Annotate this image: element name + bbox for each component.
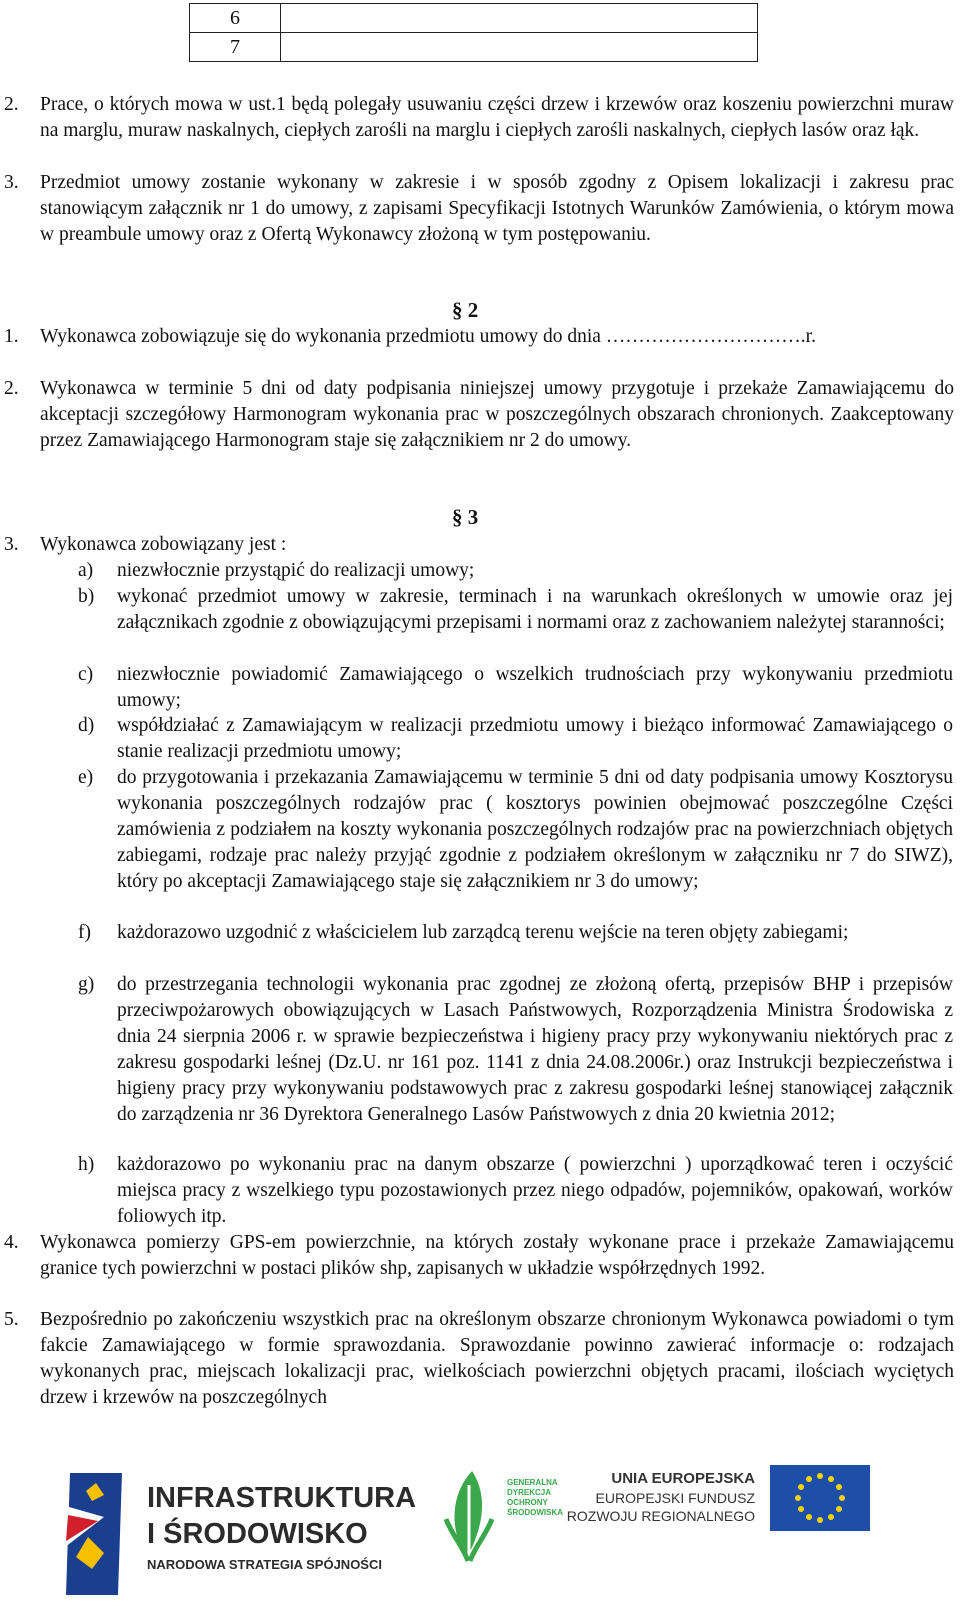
section-heading-3: § 3 — [452, 505, 479, 529]
paragraph-text: Wykonawca pomierzy GPS-em powierzchnie, na których zostały wykonane prace i przekaże Zamawiającemu granice tych powierzchni w postaci plików shp, zapisanych w układzie współrzędnych 1992. — [40, 1232, 954, 1279]
gdos-line4: ŚRODOWISKA — [507, 1508, 563, 1517]
list-item-label: f) — [78, 922, 91, 943]
list-item-text: do przestrzegania technologii wykonania prac zgodnej ze złożoną ofertą, przepisów BHP i przepisów przeciwpożarowych obowiązujących w Lasach Państwowych, Rozporządzenia Ministra Środowiska z dnia 24 sierpnia 2006 r. w sprawie bezpieczeństwa i higieny pracy przy wykonywaniu niektórych prac z zakresu gospodarki leśnej (Dz.U. nr 161 poz. 1141 z dnia 24.08.2006r.) oraz Instrukcji bezpieczeństwa i higieny pracy przy wykonywaniu podstawowych prac z zakresu gospodarki leśnej stanowiącej załącznik do zarządzenia nr 36 Dyrektora Generalnego Lasów Państwowych z dnia 20 kwietnia 2012; — [117, 974, 953, 1126]
paragraph-number: 4. — [4, 1232, 19, 1253]
list-item-label: g) — [78, 974, 95, 995]
is-logo-line3: NARODOWA STRATEGIA SPÓJNOŚCI — [147, 1557, 382, 1572]
paragraph-number: 2. — [4, 378, 19, 399]
table-cell-number: 7 — [190, 33, 281, 62]
paragraph-2 — [4, 92, 954, 144]
section3-paragraph-4 — [4, 1230, 954, 1282]
paragraph-text: Bezpośrednio po zakończeniu wszystkich prac na określonym obszarze chronionym Wykonawca powiadomi o tym fakcie Zamawiającego w formie sprawozdania. Sprawozdanie powinno zawierać informacje o: rodzajach wykonanych prac, miejscach lokalizacji prac, wielkościach powierzchni objętych pracami, ilościach wyciętych drzew i krzewów na poszczególnych — [40, 1309, 954, 1408]
list-item-text: niezwłocznie przystąpić do realizacji umowy; — [117, 560, 475, 581]
section-heading-2: § 2 — [452, 298, 479, 322]
paragraph-number: 3. — [4, 534, 19, 555]
paragraph-text: Przedmiot umowy zostanie wykonany w zakresie i w sposób zgodny z Opisem lokalizacji i zakresu prac stanowiącym załącznik nr 1 do umowy, z zapisami Specyfikacji Istotnych Warunków Zamówienia, o którym mowa w preambule umowy oraz z Ofertą Wykonawcy złożoną w tym postępowaniu. — [40, 172, 954, 245]
paragraph-number: 5. — [4, 1309, 19, 1330]
eu-flag-icon — [770, 1465, 870, 1531]
table-row — [190, 4, 758, 33]
list-item-label: a) — [78, 560, 94, 581]
section2-paragraph-2 — [4, 376, 954, 454]
table-cell-empty — [281, 4, 758, 33]
is-logo-line1: INFRASTRUKTURA — [147, 1482, 417, 1514]
infrastruktura-emblem-icon — [60, 1473, 122, 1595]
list-item-c — [78, 662, 953, 714]
list-item-label: e) — [78, 767, 94, 788]
list-item-a — [78, 558, 953, 584]
table-row — [190, 33, 758, 62]
gdos-line3: OCHRONY — [507, 1498, 548, 1507]
paragraph-text: Prace, o których mowa w ust.1 będą polegały usuwaniu części drzew i krzewów oraz koszeniu powierzchni muraw na marglu, muraw naskalnych, ciepłych zarośli na marglu i ciepłych zarośli naskalnych, ciepłych lasów oraz łąk. — [40, 94, 954, 141]
numbered-table — [189, 3, 758, 62]
is-logo-line2: I ŚRODOWISKO — [147, 1518, 368, 1550]
section2-paragraph-1 — [4, 324, 954, 350]
list-item-h — [78, 1152, 953, 1230]
paragraph-number: 2. — [4, 94, 19, 115]
paragraph-text: Wykonawca w terminie 5 dni od daty podpisania niniejszej umowy przygotuje i przekaże Zamawiającemu do akceptacji szczegółowy Harmonogram wykonania prac w poszczególnych obszarach chronionych. Zaakceptowany przez Zamawiającego Harmonogram staje się załącznikiem nr 2 do umowy. — [40, 378, 954, 451]
paragraph-3 — [4, 170, 954, 248]
gdos-leaf-icon — [446, 1471, 492, 1571]
list-item-e — [78, 765, 953, 895]
list-item-text: każdorazowo po wykonaniu prac na danym obszarze ( powierzchni ) uporządkować teren i oczyścić miejsca pracy z wszelkiego typu pozostawionych przez niego odpadów, pojemników, opakowań, worków foliowych itp. — [117, 1154, 953, 1228]
list-item-f — [78, 920, 953, 946]
eu-line3: ROZWOJU REGIONALNEGO — [566, 1508, 755, 1524]
footer-logos-svg — [0, 1465, 960, 1605]
list-item-text: każdorazowo uzgodnić z właścicielem lub zarządcą terenu wejście na teren objęty zabiegami; — [117, 922, 849, 943]
list-item-d — [78, 713, 953, 765]
eu-line2: EUROPEJSKI FUNDUSZ — [595, 1490, 755, 1506]
list-item-text: do przygotowania i przekazania Zamawiającemu w terminie 5 dni od daty podpisania umowy Kosztorysu wykonania poszczególnych rodzajów prac ( kosztorys powinien obejmować poszczególne Części zamówienia z podziałem na koszty wykonania poszczególnych rodzajów prac na powierzchniach objętych zabiegami, rodzaje prac należy przyjąć zgodnie z podziałem określonym w załączniku nr 7 do SIWZ), który po akceptacji Zamawiającego staje się załącznikiem nr 3 do umowy; — [117, 767, 953, 893]
paragraph-number: 1. — [4, 326, 19, 347]
paragraph-text: Wykonawca zobowiązany jest : — [40, 534, 287, 555]
gdos-line1: GENERALNA — [507, 1478, 558, 1487]
list-item-label: b) — [78, 586, 95, 607]
table-cell-number: 6 — [190, 4, 281, 33]
footer-logos — [0, 1465, 960, 1605]
section3-paragraph-3 — [4, 532, 954, 558]
list-item-label: d) — [78, 715, 95, 736]
list-item-text: wykonać przedmiot umowy w zakresie, terminach i na warunkach określonych w umowie oraz jej załącznikach zgodnie z obowiązującymi przepisami i normami oraz z zachowaniem należytej staranności; — [117, 586, 953, 634]
list-item-label: c) — [78, 664, 94, 685]
table-cell-empty — [281, 33, 758, 62]
gdos-line2: DYREKCJA — [507, 1488, 552, 1497]
list-item-g — [78, 972, 953, 1129]
list-item-text: niezwłocznie powiadomić Zamawiającego o wszelkich trudnościach przy wykonywaniu przedmiotu umowy; — [117, 664, 953, 712]
eu-line1: UNIA EUROPEJSKA — [611, 1470, 755, 1487]
paragraph-text: Wykonawca zobowiązuje się do wykonania przedmiotu umowy do dnia ………………………….r. — [40, 326, 816, 347]
paragraph-number: 3. — [4, 172, 19, 193]
list-item-b — [78, 584, 953, 636]
list-item-text: współdziałać z Zamawiającym w realizacji przedmiotu umowy i bieżąco informować Zamawiającego o stanie realizacji przedmiotu umowy; — [117, 715, 953, 763]
list-item-label: h) — [78, 1154, 95, 1175]
section3-paragraph-5 — [4, 1307, 954, 1411]
